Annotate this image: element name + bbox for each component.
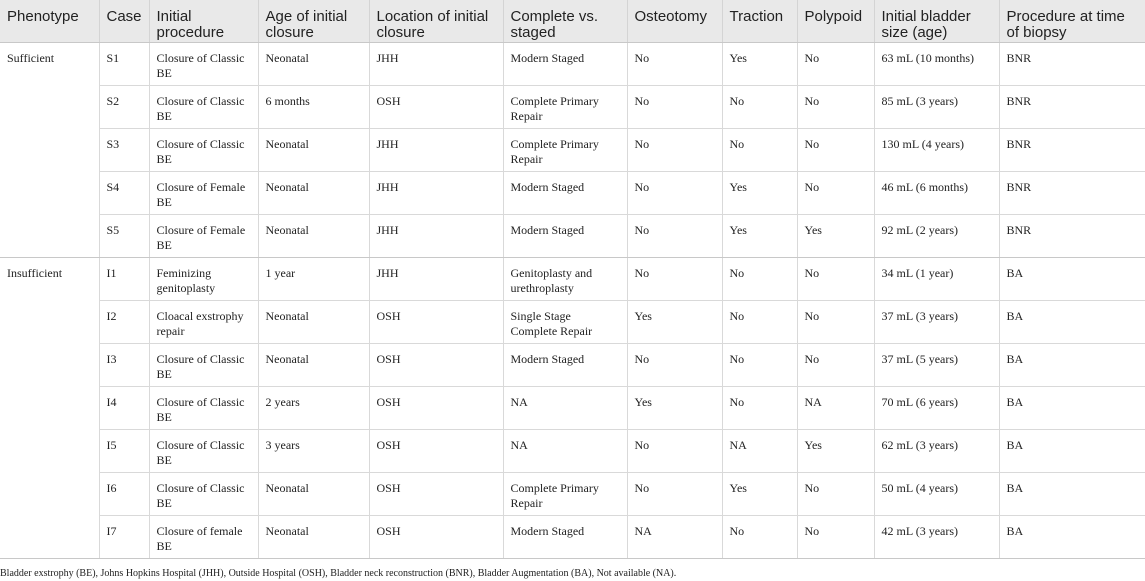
staging-cell: Complete Primary Repair [503, 85, 627, 128]
column-header-traction: Traction [722, 0, 797, 42]
biopsy-procedure-cell: BA [999, 300, 1145, 343]
table-row [0, 42, 1145, 85]
initial-procedure-cell: Closure of Classic BE [149, 128, 258, 171]
staging-cell: Modern Staged [503, 171, 627, 214]
osteotomy-cell: Yes [627, 300, 722, 343]
case-cell: S5 [99, 214, 149, 257]
location-cell: OSH [369, 515, 503, 558]
location-cell: JHH [369, 257, 503, 300]
column-header-initial-procedure: Initial procedure [149, 0, 258, 42]
polypoid-cell: Yes [797, 429, 874, 472]
bladder-size-cell: 50 mL (4 years) [874, 472, 999, 515]
biopsy-procedure-cell: BA [999, 515, 1145, 558]
age-cell: 1 year [258, 257, 369, 300]
traction-cell: No [722, 257, 797, 300]
age-cell: 2 years [258, 386, 369, 429]
osteotomy-cell: No [627, 85, 722, 128]
age-cell: Neonatal [258, 128, 369, 171]
staging-cell: Genitoplasty and urethroplasty [503, 257, 627, 300]
column-header-osteotomy: Osteotomy [627, 0, 722, 42]
initial-procedure-cell: Cloacal exstrophy repair [149, 300, 258, 343]
case-cell: S4 [99, 171, 149, 214]
staging-cell: Single Stage Complete Repair [503, 300, 627, 343]
age-cell: Neonatal [258, 343, 369, 386]
initial-procedure-cell: Closure of Classic BE [149, 85, 258, 128]
initial-procedure-cell: Closure of Classic BE [149, 429, 258, 472]
staging-cell: Modern Staged [503, 42, 627, 85]
case-cell: I1 [99, 257, 149, 300]
table-row [0, 429, 1145, 472]
polypoid-cell: Yes [797, 214, 874, 257]
case-cell: I7 [99, 515, 149, 558]
table-row [0, 214, 1145, 257]
table-row [0, 300, 1145, 343]
age-cell: Neonatal [258, 472, 369, 515]
age-cell: Neonatal [258, 214, 369, 257]
osteotomy-cell: No [627, 257, 722, 300]
traction-cell: No [722, 386, 797, 429]
case-cell: I4 [99, 386, 149, 429]
age-cell: 6 months [258, 85, 369, 128]
staging-cell: Complete Primary Repair [503, 472, 627, 515]
bladder-size-cell: 46 mL (6 months) [874, 171, 999, 214]
staging-cell: Complete Primary Repair [503, 128, 627, 171]
location-cell: OSH [369, 300, 503, 343]
initial-procedure-cell: Closure of female BE [149, 515, 258, 558]
polypoid-cell: No [797, 85, 874, 128]
table-body [0, 42, 1145, 558]
header-row [0, 0, 1145, 42]
biopsy-procedure-cell: BNR [999, 214, 1145, 257]
polypoid-cell: No [797, 257, 874, 300]
osteotomy-cell: No [627, 472, 722, 515]
traction-cell: Yes [722, 42, 797, 85]
bladder-size-cell: 63 mL (10 months) [874, 42, 999, 85]
column-header-procedure-at-biopsy: Procedure at time of biopsy [999, 0, 1145, 42]
bladder-size-cell: 34 mL (1 year) [874, 257, 999, 300]
biopsy-procedure-cell: BNR [999, 42, 1145, 85]
table-row [0, 472, 1145, 515]
osteotomy-cell: NA [627, 515, 722, 558]
polypoid-cell: NA [797, 386, 874, 429]
column-header-complete-vs-staged: Complete vs. staged [503, 0, 627, 42]
table-row [0, 343, 1145, 386]
biopsy-procedure-cell: BNR [999, 85, 1145, 128]
location-cell: JHH [369, 214, 503, 257]
table-row [0, 386, 1145, 429]
case-cell: S2 [99, 85, 149, 128]
traction-cell: No [722, 128, 797, 171]
initial-procedure-cell: Closure of Classic BE [149, 386, 258, 429]
biopsy-procedure-cell: BNR [999, 128, 1145, 171]
initial-procedure-cell: Closure of Classic BE [149, 343, 258, 386]
column-header-initial-bladder-size: Initial bladder size (age) [874, 0, 999, 42]
case-cell: I2 [99, 300, 149, 343]
age-cell: Neonatal [258, 300, 369, 343]
location-cell: OSH [369, 343, 503, 386]
traction-cell: No [722, 515, 797, 558]
initial-procedure-cell: Feminizing genitoplasty [149, 257, 258, 300]
traction-cell: No [722, 85, 797, 128]
location-cell: JHH [369, 42, 503, 85]
staging-cell: Modern Staged [503, 343, 627, 386]
location-cell: JHH [369, 128, 503, 171]
age-cell: Neonatal [258, 515, 369, 558]
case-cell: S3 [99, 128, 149, 171]
traction-cell: Yes [722, 472, 797, 515]
traction-cell: NA [722, 429, 797, 472]
table-row [0, 515, 1145, 558]
bladder-size-cell: 37 mL (3 years) [874, 300, 999, 343]
column-header-location-of-initial-closure: Location of initial closure [369, 0, 503, 42]
bladder-size-cell: 70 mL (6 years) [874, 386, 999, 429]
phenotype-cell: Sufficient [0, 42, 99, 257]
initial-procedure-cell: Closure of Female BE [149, 214, 258, 257]
table-row [0, 128, 1145, 171]
table-footnote: Bladder exstrophy (BE), Johns Hopkins Hospital (JHH), Outside Hospital (OSH), Bladder neck reconstruction (BNR), Bladder Augmentation (BA), Not available (NA). [0, 568, 677, 579]
column-header-age-of-initial-closure: Age of initial closure [258, 0, 369, 42]
case-cell: S1 [99, 42, 149, 85]
biopsy-procedure-cell: BA [999, 429, 1145, 472]
polypoid-cell: No [797, 128, 874, 171]
staging-cell: Modern Staged [503, 515, 627, 558]
bladder-size-cell: 92 mL (2 years) [874, 214, 999, 257]
osteotomy-cell: No [627, 429, 722, 472]
initial-procedure-cell: Closure of Female BE [149, 171, 258, 214]
biopsy-procedure-cell: BA [999, 472, 1145, 515]
staging-cell: Modern Staged [503, 214, 627, 257]
case-cell: I6 [99, 472, 149, 515]
table-row [0, 171, 1145, 214]
column-header-phenotype: Phenotype [0, 0, 99, 42]
column-header-polypoid: Polypoid [797, 0, 874, 42]
traction-cell: No [722, 343, 797, 386]
phenotype-cell: Insufficient [0, 257, 99, 558]
column-header-case: Case [99, 0, 149, 42]
table-row [0, 85, 1145, 128]
polypoid-cell: No [797, 300, 874, 343]
osteotomy-cell: No [627, 171, 722, 214]
case-cell: I3 [99, 343, 149, 386]
bladder-size-cell: 130 mL (4 years) [874, 128, 999, 171]
traction-cell: No [722, 300, 797, 343]
polypoid-cell: No [797, 171, 874, 214]
initial-procedure-cell: Closure of Classic BE [149, 472, 258, 515]
staging-cell: NA [503, 429, 627, 472]
osteotomy-cell: No [627, 343, 722, 386]
osteotomy-cell: No [627, 42, 722, 85]
age-cell: Neonatal [258, 171, 369, 214]
polypoid-cell: No [797, 515, 874, 558]
bladder-size-cell: 42 mL (3 years) [874, 515, 999, 558]
age-cell: Neonatal [258, 42, 369, 85]
location-cell: OSH [369, 429, 503, 472]
osteotomy-cell: Yes [627, 386, 722, 429]
traction-cell: Yes [722, 214, 797, 257]
location-cell: JHH [369, 171, 503, 214]
bladder-size-cell: 62 mL (3 years) [874, 429, 999, 472]
age-cell: 3 years [258, 429, 369, 472]
location-cell: OSH [369, 386, 503, 429]
polypoid-cell: No [797, 343, 874, 386]
polypoid-cell: No [797, 42, 874, 85]
osteotomy-cell: No [627, 214, 722, 257]
biopsy-procedure-cell: BNR [999, 171, 1145, 214]
osteotomy-cell: No [627, 128, 722, 171]
biopsy-procedure-cell: BA [999, 386, 1145, 429]
bladder-size-cell: 85 mL (3 years) [874, 85, 999, 128]
table-row [0, 257, 1145, 300]
location-cell: OSH [369, 472, 503, 515]
location-cell: OSH [369, 85, 503, 128]
polypoid-cell: No [797, 472, 874, 515]
bladder-size-cell: 37 mL (5 years) [874, 343, 999, 386]
initial-procedure-cell: Closure of Classic BE [149, 42, 258, 85]
biopsy-procedure-cell: BA [999, 343, 1145, 386]
traction-cell: Yes [722, 171, 797, 214]
case-cell: I5 [99, 429, 149, 472]
staging-cell: NA [503, 386, 627, 429]
biopsy-procedure-cell: BA [999, 257, 1145, 300]
